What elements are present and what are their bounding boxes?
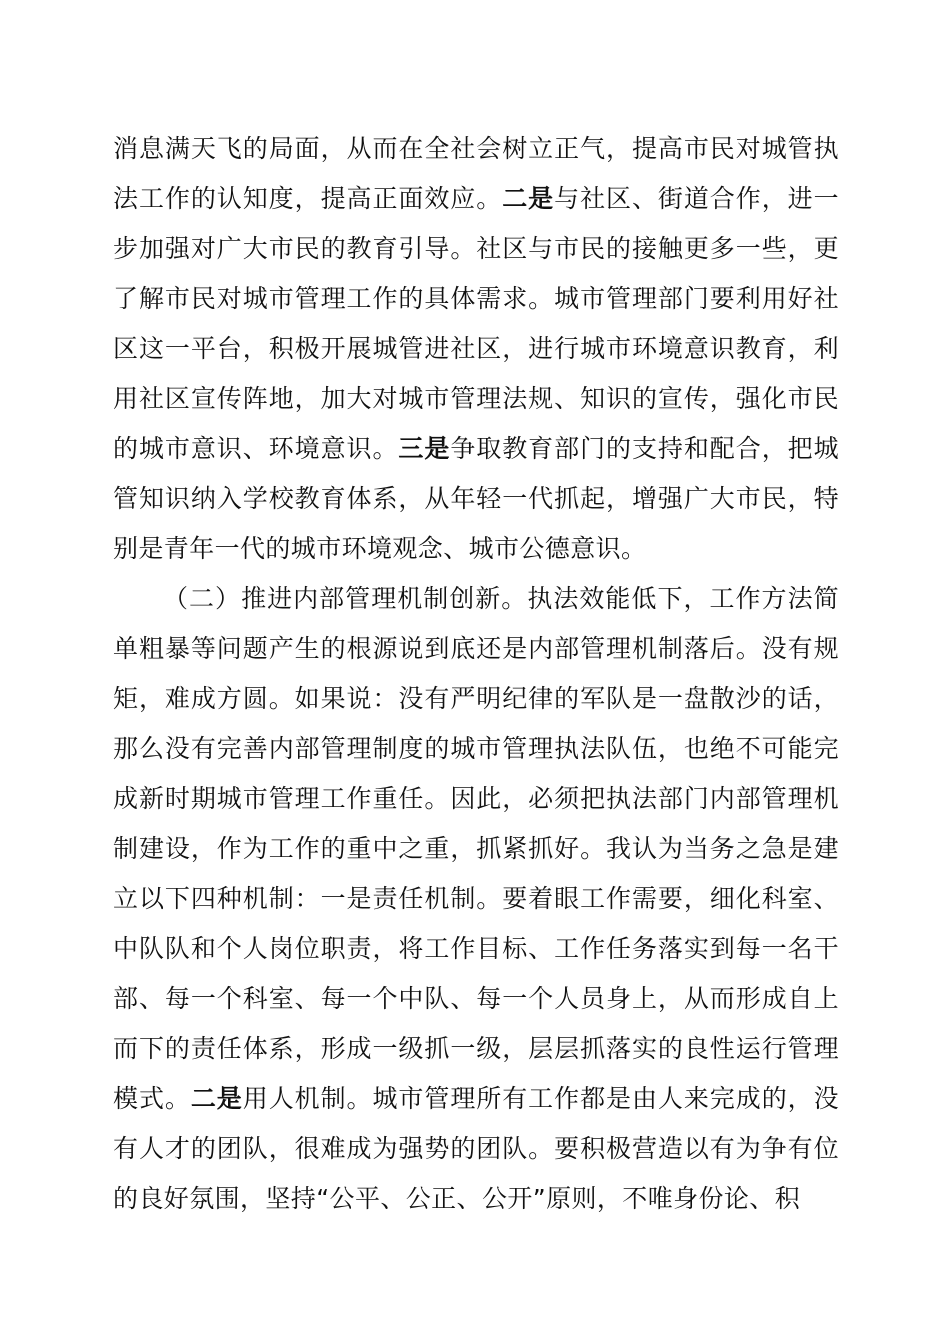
paragraph-text: 争取教育部门的支持和配合，把城管知识纳入学校教育体系，从年轻一代抓起，增强广大市民，特别是青年一代的城市环境观念、城市公德意识。 (113, 434, 839, 563)
document-page (113, 124, 839, 1224)
paragraph-text: 消息满天飞的局面，从而在全社会树立正气，提高市民对城管执法工作的认知度，提高正面效应。 (113, 134, 839, 213)
bold-label-second: 二是 (190, 1084, 243, 1113)
paragraph-internal-management (113, 574, 839, 1224)
paragraph-text: 用人机制。城市管理所有工作都是由人来完成的，没有人才的团队，很难成为强势的团队。要积极营造以有为争有位的良好氛围，坚持“公平、公正、公开”原则，不唯身份论、积 (113, 1084, 839, 1213)
paragraph-text: 与社区、街道合作，进一步加强对广大市民的教育引导。社区与市民的接触更多一些，更了解市民对城市管理工作的具体需求。城市管理部门要利用好社区这一平台，积极开展城管进社区，进行城市环境意识教育，利用社区宣传阵地，加大对城市管理法规、知识的宣传，强化市民的城市意识、环境意识。 (113, 184, 839, 463)
bold-label-second: 二是 (502, 184, 555, 213)
paragraph-continuation (113, 124, 839, 574)
bold-label-third: 三是 (398, 434, 451, 463)
paragraph-text: （二）推进内部管理机制创新。执法效能低下，工作方法简单粗暴等问题产生的根源说到底还是内部管理机制落后。没有规矩，难成方圆。如果说：没有严明纪律的军队是一盘散沙的话，那么没有完善内部管理制度的城市管理执法队伍，也绝不可能完成新时期城市管理工作重任。因此，必须把执法部门内部管理机制建设，作为工作的重中之重，抓紧抓好。我认为当务之急是建立以下四种机制：一是责任机制。要着眼工作需要，细化科室、中队队和个人岗位职责，将工作目标、工作任务落实到每一名干部、每一个科室、每一个中队、每一个人员身上，从而形成自上而下的责任体系，形成一级抓一级，层层抓落实的良性运行管理模式。 (113, 584, 839, 1113)
